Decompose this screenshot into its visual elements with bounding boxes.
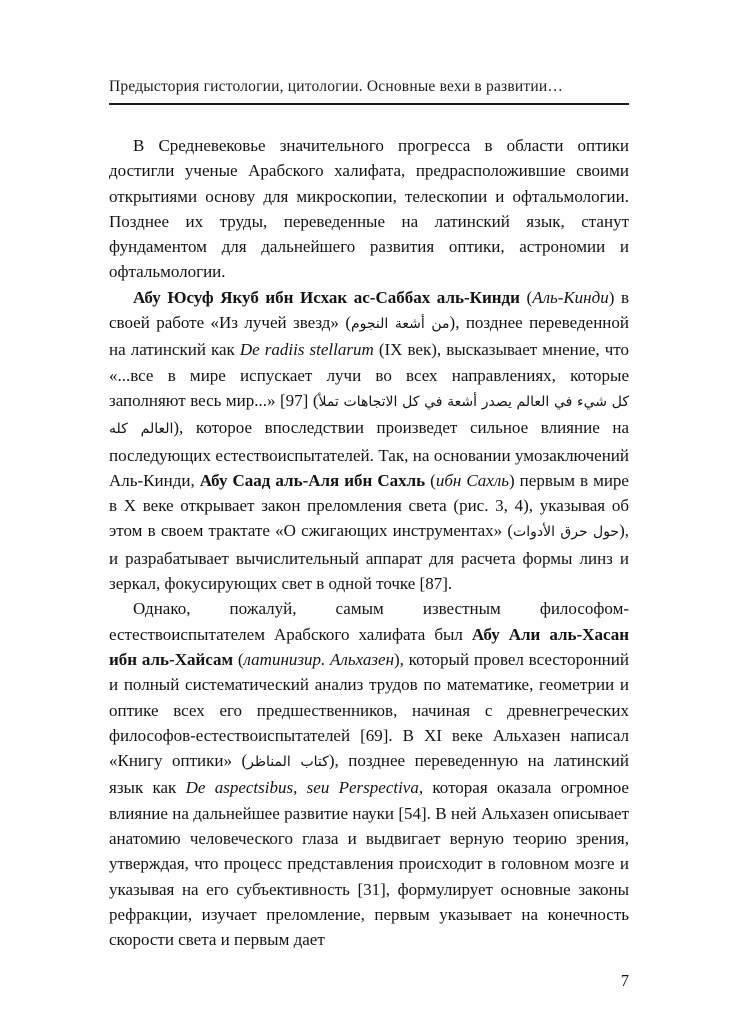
text-run: ), и разрабатывает вычислительный аппарат для расчета формы линз и зеркал, фокусирующих свет в одной точке [87].: [109, 521, 629, 594]
paragraph: [109, 596, 629, 952]
text-run: (: [425, 470, 436, 490]
arabic-text: كتاب المناظر: [247, 754, 329, 771]
italic-text: seu Perspectiva: [306, 778, 419, 798]
italic-text: Аль-Кинди: [532, 287, 609, 307]
text-run: ) первым в мире в X веке открывает закон преломления света (рис. 3, 4), указывая об этом в своем трактате «О сжигающих инструментах» (: [109, 470, 629, 541]
paragraph: [109, 285, 629, 597]
body-text: [109, 133, 629, 953]
text-run: ), позднее переведенной на латинский как: [109, 313, 629, 360]
page-number: 7: [620, 970, 629, 990]
bold-name: Абу Юсуф Якуб ибн Исхак ас-Саббах аль-Кинди: [133, 287, 520, 307]
italic-text: De radiis stellarum: [239, 340, 374, 360]
paragraph: [109, 133, 629, 285]
arabic-text: حول حرق الأدوات: [513, 524, 620, 541]
text-run: , которая оказала огромное влияние на дальнейшее развитие науки [54]. В ней Альхазен описывает анатомию человеческого глаза и выдвигает верную теорию зрения, утверждая, что процесс представления происходит в головном мозге и указывая на его субъективность [31], формулирует основные законы рефракции, изучает преломление, первым указывает на конечность скорости света и первым дает: [109, 778, 629, 950]
bold-name: Абу Али аль-Хасан ибн аль-Хайсам: [109, 624, 629, 669]
italic-text: ибн Сахль: [435, 470, 509, 490]
text-run: (: [233, 649, 244, 669]
text-run: ), позднее переведенную на латинский язык как: [109, 751, 629, 798]
text-run: (IX век), высказывает мнение, что «...все в мире испускает лучи во всех направлениях, которые заполняют весь мир...» [97] (: [109, 340, 629, 410]
bold-name: Абу Саад аль-Аля ибн Сахль: [199, 470, 426, 490]
text-run: ) в своей работе «Из лучей звезд» (: [109, 287, 629, 333]
text-run: ), которое впоследствии произведет сильное влияние на последующих естествоиспытателей. Так, на основании умозаключений Аль-Кинди,: [109, 418, 629, 490]
text-run: ), который провел всесторонний и полный систематический анализ трудов по математике, геометрии и оптике всех его предшественников, начиная с древнегреческих философов-естествоиспытателей [69]. В XI веке Альхазен написал «Книгу оптики» (: [109, 649, 629, 771]
italic-text: латинизир. Альхазен: [243, 649, 394, 669]
text-run: (: [519, 287, 533, 307]
arabic-text: من أشعة النجوم: [350, 316, 450, 333]
text-run: Однако, пожалуй, самым известным философом-естествоиспытателем Арабского халифата был: [109, 599, 629, 644]
running-header: Предыстория гистологии, цитологии. Основные вехи в развитии…: [109, 78, 629, 105]
text-run: В Средневековье значительного прогресса в области оптики достигли ученые Арабского халифата, предрасположившие своими открытиями основу для микроскопии, телескопии и офтальмологии. Позднее их труды, переведенные на латинский язык, станут фундаментом для дальнейшего развития оптики, астрономии и офтальмологии.: [109, 136, 629, 282]
content-column: [109, 78, 629, 991]
arabic-text: كل شيء في العالم يصدر أشعة في كل الاتجاهات تملأ العالم كله: [109, 393, 630, 438]
italic-text: De aspectsibus: [185, 778, 294, 798]
text-run: ,: [293, 778, 307, 798]
